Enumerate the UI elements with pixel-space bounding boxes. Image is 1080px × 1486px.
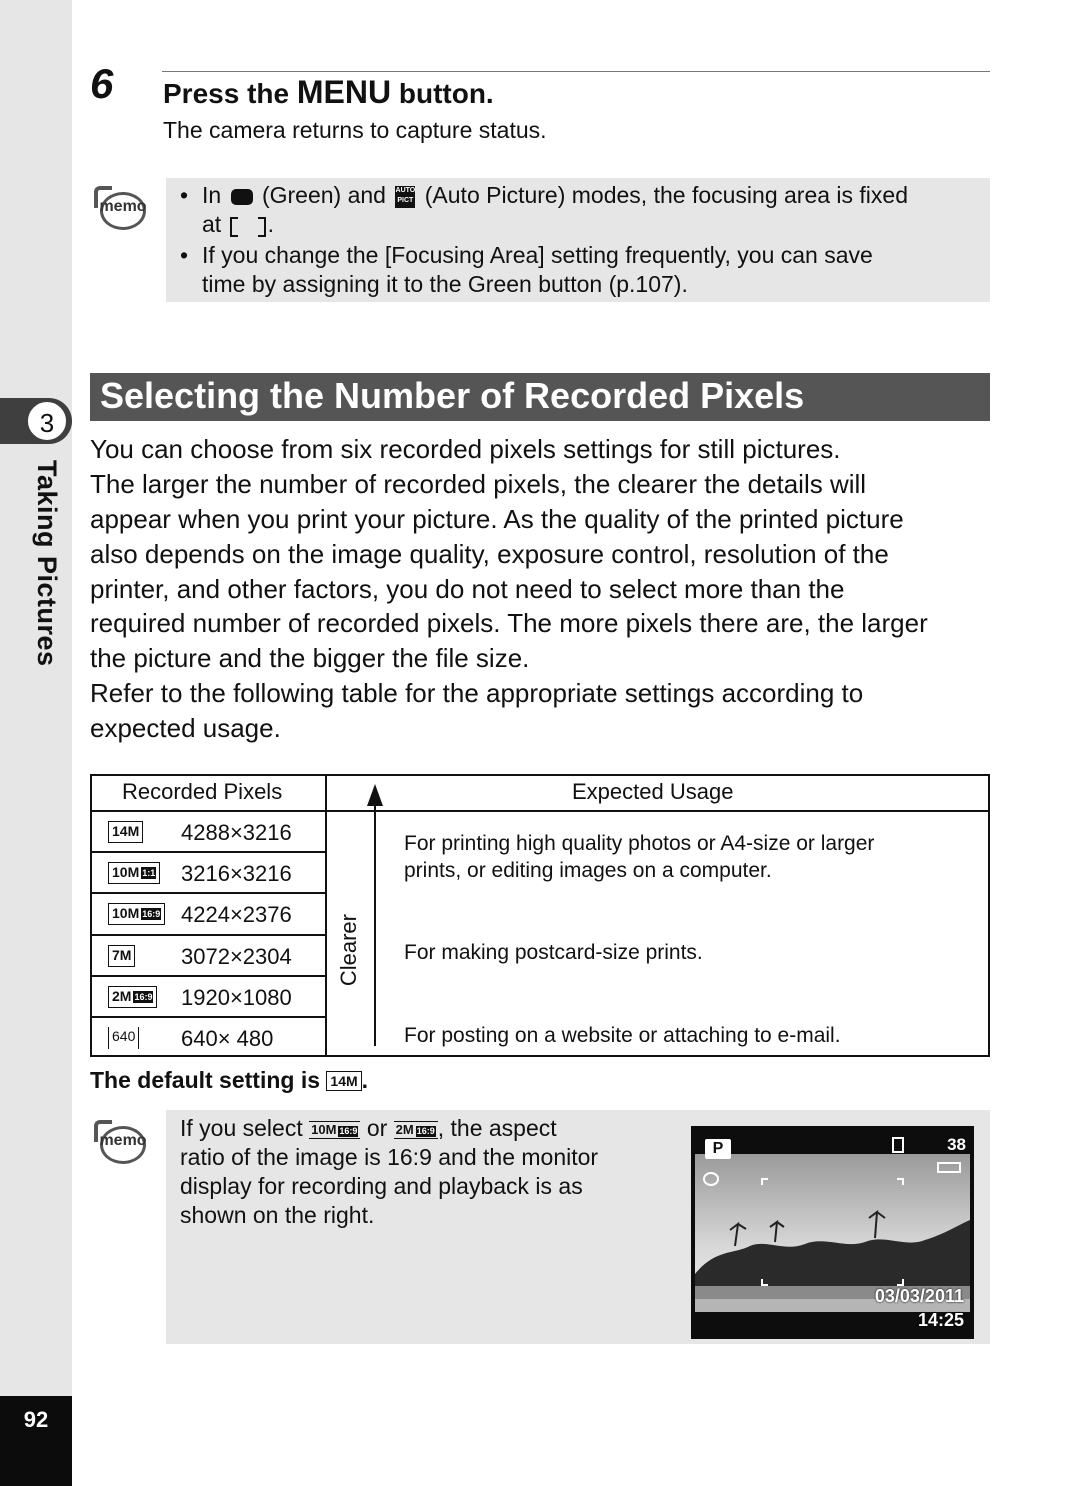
memo-icon: memo: [94, 1120, 150, 1168]
battery-icon: [937, 1162, 961, 1173]
table-header-pixels: Recorded Pixels: [122, 779, 283, 804]
display-date: 03/03/2011: [874, 1286, 964, 1306]
focus-bracket-icon: [228, 217, 268, 235]
memo-icon: memo: [94, 186, 150, 234]
chapter-sidebar: [0, 0, 72, 1486]
chapter-number: 3: [26, 400, 68, 442]
focus-frame-corner: [897, 1178, 904, 1185]
chapter-label: Taking Pictures: [32, 460, 62, 667]
intro-line: The larger the number of recorded pixels, the clearer the details will: [90, 469, 867, 499]
step-description: The camera returns to capture status.: [163, 117, 547, 143]
intro-line: You can choose from six recorded pixels settings for still pictures.: [90, 434, 841, 464]
table-row-resolution: 4224×2376: [181, 902, 292, 927]
pixels-14m-icon: 14M: [108, 821, 143, 843]
menu-button-label: MENU: [296, 74, 392, 110]
green-mode-icon: [231, 189, 253, 205]
clearer-arrow-line: [374, 802, 376, 1046]
table-row-resolution: 4288×3216: [181, 820, 292, 845]
table-row-resolution: 640× 480: [181, 1026, 274, 1051]
focus-frame-corner: [761, 1279, 768, 1286]
usage-text: For posting on a website or attaching to e-mail.: [404, 1024, 841, 1047]
camera-monitor-display: [691, 1126, 974, 1339]
memory-card-icon: [892, 1137, 904, 1153]
table-row-resolution: 3216×3216: [181, 861, 292, 886]
step-number: 6: [90, 60, 114, 107]
intro-line: also depends on the image quality, exposure control, resolution of the: [90, 539, 889, 569]
step-rule: [162, 71, 990, 72]
intro-line: required number of recorded pixels. The more pixels there are, the larger: [90, 608, 928, 638]
pixels-10m-16-9-icon: 10M 16:9: [108, 903, 165, 925]
clearer-label: Clearer: [336, 914, 361, 987]
page-number: 92: [23, 1407, 49, 1432]
pixels-10m-16-9-icon: 10M 16:9: [309, 1121, 360, 1139]
step-title: [163, 74, 494, 111]
step-title-suffix: button.: [391, 78, 494, 109]
pixels-7m-icon: 7M: [108, 945, 135, 967]
focus-frame-corner: [761, 1178, 768, 1185]
display-time: 14:25: [917, 1310, 964, 1330]
pixels-640-icon: 640: [108, 1027, 139, 1049]
section-title: Selecting the Number of Recorded Pixels: [100, 375, 805, 416]
focus-frame-corner: [897, 1279, 904, 1286]
usage-text: For making postcard-size prints.: [404, 941, 703, 964]
bullet-dot: •: [180, 182, 189, 208]
pixels-2m-16-9-icon: 2M 16:9: [394, 1121, 438, 1139]
pixels-2m-16-9-icon: 2M 16:9: [108, 986, 157, 1008]
bullet-dot: •: [180, 242, 189, 268]
usage-text: prints, or editing images on a computer.: [404, 859, 772, 882]
step-title-prefix: Press the: [163, 78, 297, 109]
auto-picture-icon: AUTO PICT: [395, 186, 415, 208]
pixels-14m-icon: 14M: [326, 1071, 361, 1091]
intro-line: the picture and the bigger the file size.: [90, 643, 530, 673]
intro-line: printer, and other factors, you do not need to select more than the: [90, 574, 845, 604]
recorded-pixels-table: [90, 774, 990, 1057]
pixels-10m-1-1-icon: 10M 1:1: [108, 862, 160, 884]
intro-line: expected usage.: [90, 713, 281, 743]
usage-text: For printing high quality photos or A4-size or larger: [404, 832, 875, 855]
face-detect-icon: [703, 1172, 719, 1186]
shots-remaining: 38: [947, 1135, 966, 1154]
program-mode-icon: P: [705, 1139, 731, 1159]
memo-text: If you select 10M 16:9 or 2M 16:9 , the aspect ratio of the image is 16:9 and the monitor display for recording and playback is as shown on the right.: [180, 1115, 599, 1228]
intro-line: appear when you print your picture. As the quality of the printed picture: [90, 504, 904, 534]
table-row-resolution: 3072×2304: [181, 944, 292, 969]
table-header-usage: Expected Usage: [572, 779, 734, 804]
table-row-resolution: 1920×1080: [181, 985, 292, 1010]
default-setting-note: The default setting is 14M .: [90, 1067, 369, 1093]
intro-line: Refer to the following table for the appropriate settings according to: [90, 678, 864, 708]
